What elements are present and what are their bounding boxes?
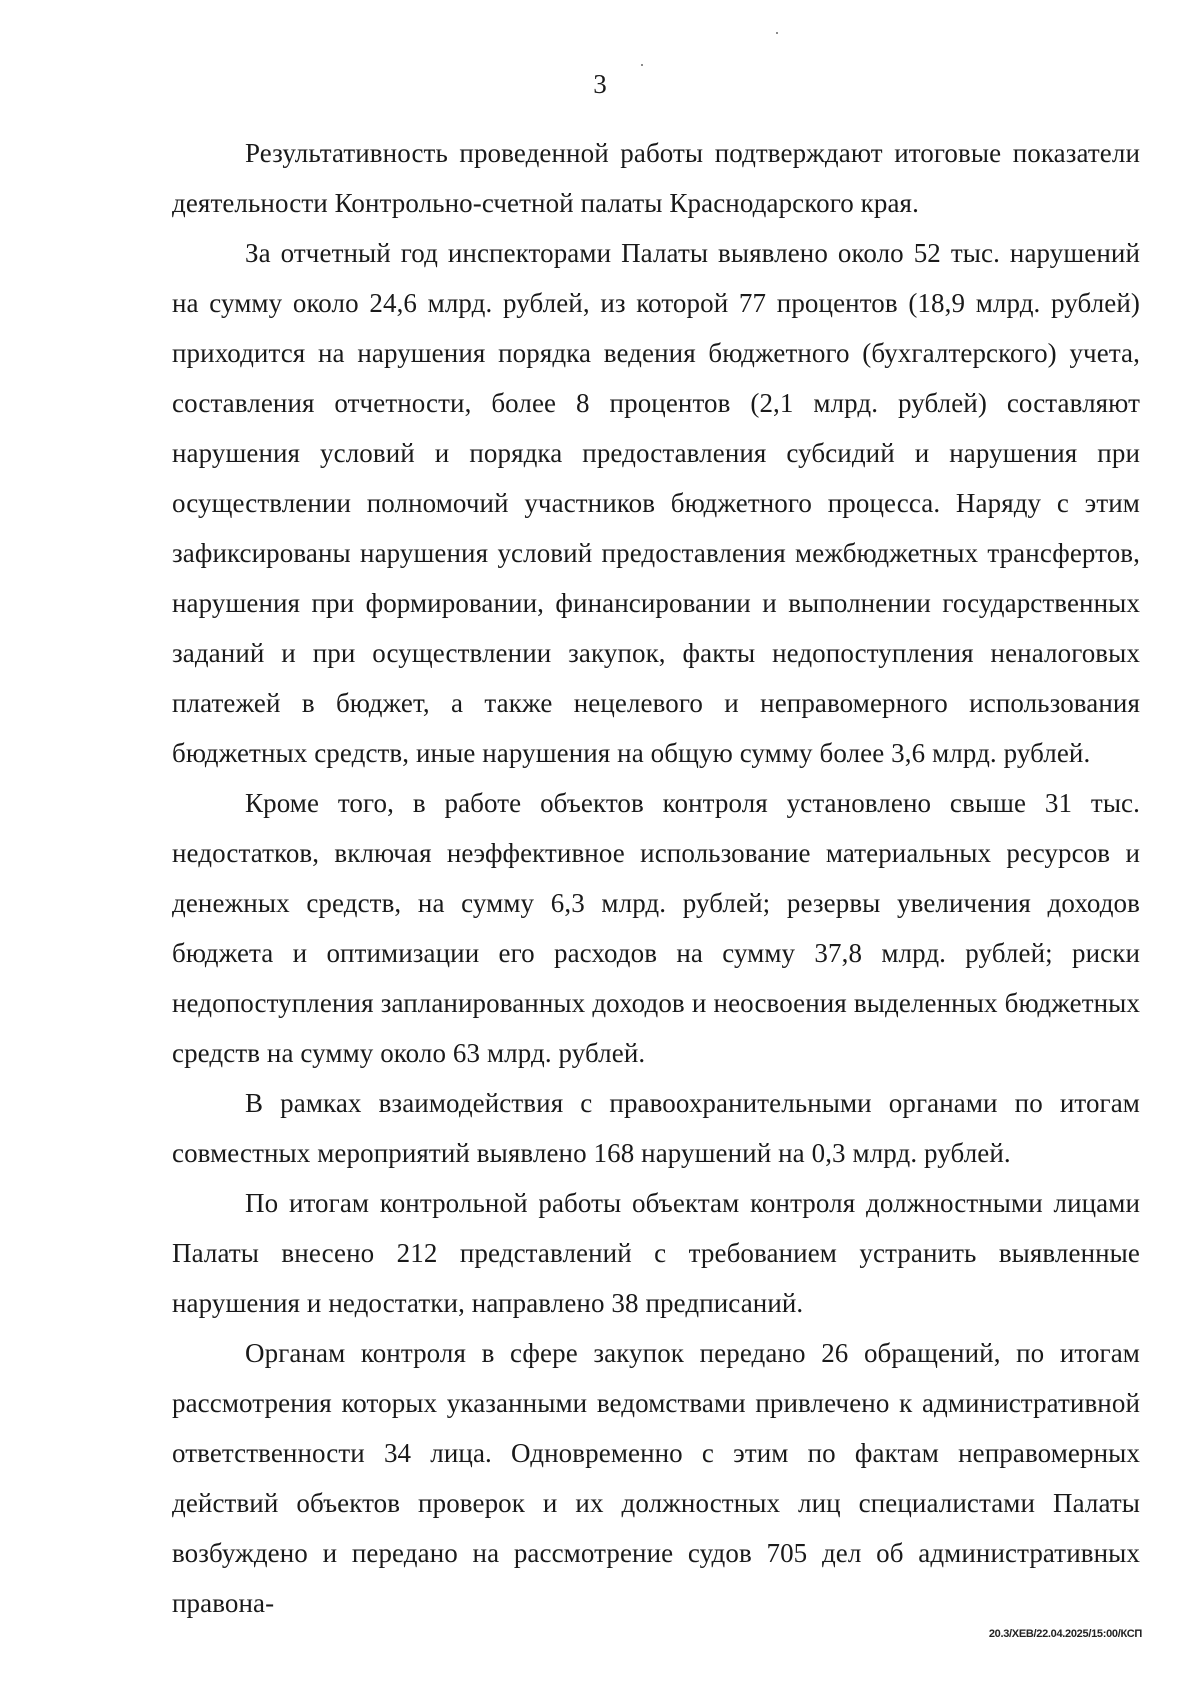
paragraph-law-enforcement: В рамках взаимодействия с правоохранительными органами по итогам совместных мероприятий выявлено 168 нарушений на 0,3 млрд. рублей. (172, 1088, 1140, 1168)
paragraph-violations: За отчетный год инспекторами Палаты выявлено около 52 тыс. нарушений на сумму около 24,6 млрд. рублей, из которой 77 процентов (18,9 млрд. рублей) приходится на нарушения порядка ведения бюджетного (бухгалтерского) учета, составления отчетности, более 8 процентов (2,1 млрд. рублей) составляют нарушения условий и порядка предоставления субсидий и нарушения при осуществлении полномочий участников бюджетного процесса. Наряду с этим зафиксированы нарушения условий предоставления межбюджетных трансфертов, нарушения при формировании, финансировании и выполнении государственных заданий и при осуществлении закупок, факты недопоступления неналоговых платежей в бюджет, а также нецелевого и неправомерного использования бюджетных средств, иные нарушения на общую сумму более 3,6 млрд. рублей. (172, 238, 1140, 768)
scan-speck (776, 32, 778, 34)
scan-speck (641, 64, 643, 66)
paragraph-representations: По итогам контрольной работы объектам контроля должностными лицами Палаты внесено 212 представлений с требованием устранить выявленные нарушения и недостатки, направлено 38 предписаний. (172, 1188, 1140, 1318)
paragraph-results: Результативность проведенной работы подтверждают итоговые показатели деятельности Контрольно-счетной палаты Краснодарского края. (172, 138, 1140, 218)
paragraph-procurement: Органам контроля в сфере закупок передано 26 обращений, по итогам рассмотрения которых указанными ведомствами привлечено к административной ответственности 34 лица. Одновременно с этим по фактам неправомерных действий объектов проверок и их должностных лиц специалистами Палаты возбуждено и передано на рассмотрение судов 705 дел об административных правона- (172, 1338, 1140, 1618)
page-number: 3 (593, 69, 607, 99)
footer-stamp: 20.3/ХЕВ/22.04.2025/15:00/КСП (988, 1628, 1142, 1640)
document-body (172, 128, 1140, 1628)
paragraph-shortcomings: Кроме того, в работе объектов контроля установлено свыше 31 тыс. недостатков, включая неэффективное использование материальных ресурсов и денежных средств, на сумму 6,3 млрд. рублей; резервы увеличения доходов бюджета и оптимизации его расходов на сумму 37,8 млрд. рублей; риски недопоступления запланированных доходов и неосвоения выделенных бюджетных средств на сумму около 63 млрд. рублей. (172, 788, 1140, 1068)
